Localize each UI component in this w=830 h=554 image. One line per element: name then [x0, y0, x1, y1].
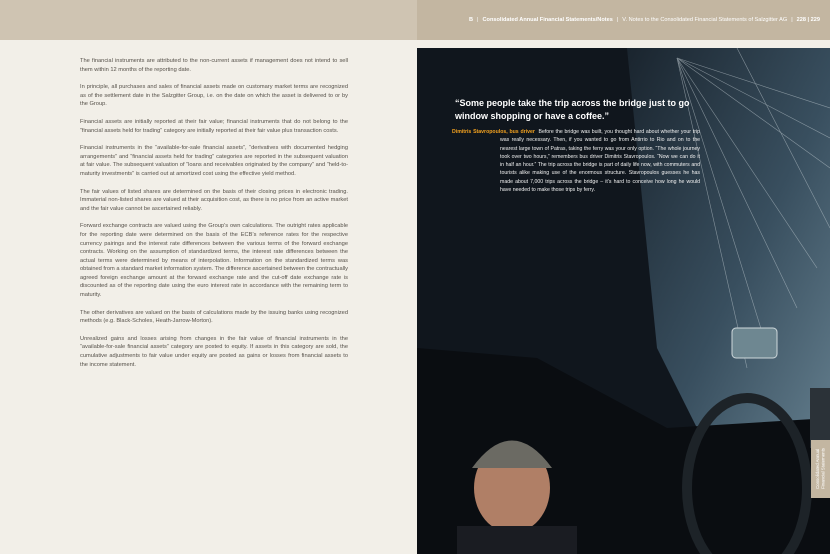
- body-paragraph: Financial instruments in the “available-for-sale financial assets”, “derivatives with documented hedging arrangements” and “financial assets held for trading” categories are reported in the subsequent valuation at fair value. The subsequent valuation of “loans and receivables originated by the company” and “held-to-maturity investments” is carried out at amortized cost using the effective yield method.: [80, 145, 348, 177]
- body-text: [80, 57, 348, 378]
- header-separator: |: [477, 17, 479, 23]
- section-title: Consolidated Annual Financial Statements/Notes: [482, 17, 613, 23]
- bus-driver-photo: [417, 48, 830, 554]
- caption-text: Before the bridge was built, you thought hard about whether your trip was really necessary. Then, if you wanted to go from Antirrio to Rio and on to the nearest large town of Patras, taking the ferry was your only option. “The whole journey took over two hours,” remembers bus driver Dimitris Stavropoulos. “Now we can do it in half an hour.” The trip across the bridge is part of daily life now, with commuters and tourists alike making use of the enormous structure. Stavropoulos guesses he has made about 7,000 trips across the bridge – it’s hard to conceive how long he would have needed to make those trips by ferry.: [500, 129, 700, 194]
- header-separator: |: [616, 17, 619, 23]
- body-paragraph: The other derivatives are valued on the basis of calculations made by the issuing banks using recognized methods (e.g. Black-Scholes, Heath-Jarrow-Morton).: [80, 309, 348, 325]
- chapter-title: V. Notes to the Consolidated Financial Statements of Salzgitter AG: [622, 17, 788, 23]
- pull-quote: “Some people take the trip across the bridge just to go window shopping or have a coffee.”: [455, 98, 690, 121]
- photo-illustration: [417, 48, 830, 554]
- body-paragraph: Unrealized gains and losses arising from changes in the fair value of financial instruments in the “available-for-sale financial assets” category are posted to equity. If assets in this category are sold, the cumulative adjustments to fair value under equity are posted as gains or losses from financial assets to the income statement.: [80, 335, 348, 368]
- caption-name: Dimitris Stavropoulos, bus driver: [452, 129, 535, 135]
- body-paragraph: Forward exchange contracts are valued using the Group’s own calculations. The outright rates applicable for the reporting date were determined on the basis of the ECB’s reference rates for the respective currency pairings and the interest rate differences between the various terms of the forward exchange contracts. Working on the assumption of standardized terms, the interest rate differences between the actual terms were determined by means of interpolation. Information on the standardized terms was obtained from a standard market information system. The difference ascertained between the contractually agreed foreign exchange amount at the forward exchange rate and the cut-off date exchange rate is discounted as of the reporting date using the euro interest rate in accordance with the remaining term to maturity.: [80, 223, 348, 299]
- page-numbers: 228 | 229: [796, 17, 820, 23]
- body-paragraph: The financial instruments are attributed to the non-current assets if management does not intend to sell them within 12 months of the reporting date.: [80, 58, 348, 73]
- body-paragraph: In principle, all purchases and sales of financial assets made on customary market terms are recognized as of the settlement date in the Salzgitter Group, i.e. on the date on which the asset is delivered to or by the Group.: [80, 84, 348, 108]
- body-paragraph: Financial assets are initially reported at their fair value; financial instruments that do not belong to the “financial assets held for trading” category are initially reported at their fair value plus transaction costs.: [80, 118, 348, 134]
- body-paragraph: The fair values of listed shares are determined on the basis of their closing prices in electronic trading. Immaterial non-listed shares are valued at their acquisition cost, as there is no price from an active market and the fair value cannot be ascertained reliably.: [80, 188, 348, 212]
- side-tab[interactable]: Consolidated Annual Financial Statements: [811, 440, 830, 498]
- photo-caption: [452, 128, 700, 194]
- header-separator: |: [791, 17, 793, 23]
- section-number: B: [469, 17, 474, 23]
- running-header: [417, 0, 830, 40]
